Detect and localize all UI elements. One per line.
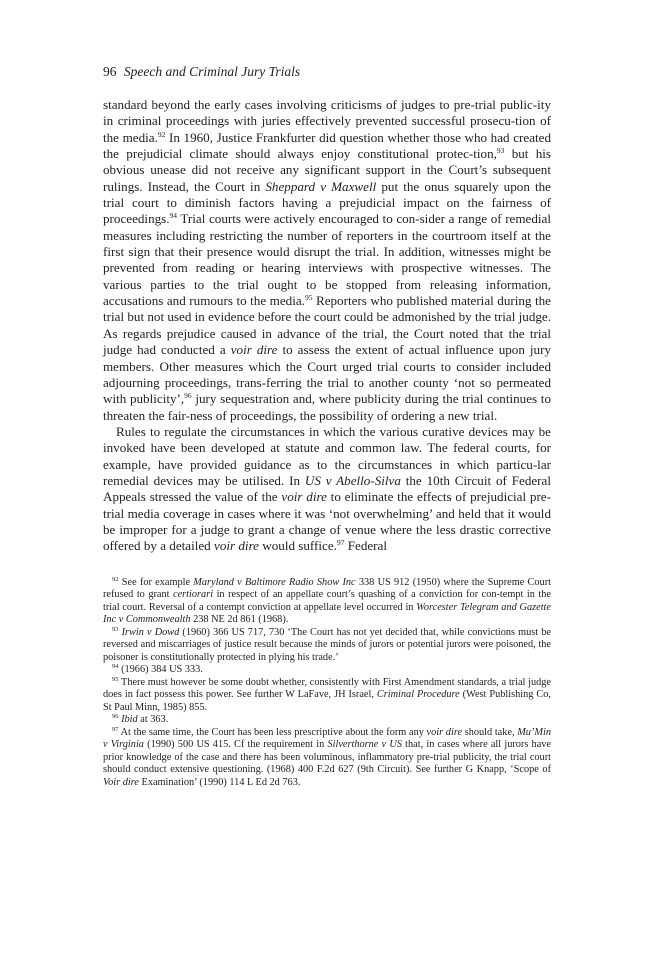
- text-run: 238 NE 2d 861 (1968).: [190, 614, 289, 626]
- text-run: Rules to regulate the circumstances in which the various curative devices may be invoked have been developed at statute and common law. The federal courts, for example, have provided guidance as to the circumstances in which particu-lar remedial devices may be utilised. In: [103, 423, 551, 488]
- footnote-ref: 97: [336, 538, 345, 548]
- italic-text: voir dire: [214, 538, 259, 554]
- text-run: (West Publishing Co, St Paul Minn, 1985) 855.: [103, 689, 551, 713]
- footnote: [103, 577, 551, 627]
- footnote-ref: 96: [184, 391, 192, 401]
- running-header: [103, 64, 551, 80]
- italic-text: Criminal Procedure: [376, 689, 460, 701]
- footnote: [103, 664, 551, 677]
- text-run: at 363.: [137, 714, 169, 726]
- footnotes: [103, 577, 551, 790]
- text-run: jury sequestration and, where publicity during the trial continues to threaten the fair-ness of proceedings, the possibility of ordering a new trial.: [103, 391, 551, 423]
- footnote-ref: 94: [169, 211, 178, 221]
- text-run: should take,: [462, 726, 518, 738]
- italic-text: Worcester Telegram and Gazette Inc v Commonwealth: [103, 601, 551, 626]
- text-run: Trial courts were actively encouraged to con-sider a range of remedial measures including restricting the number of reporters in the courtroom itself at the first sign that their presence would disrupt the trial. In addition, witnesses might be prevented from reading or hearing interviews with prospective witnesses. The various parties to the trial ought to be stopped from releasing information, accusations and rumours to the media.: [103, 211, 551, 309]
- italic-text: voir dire: [426, 726, 463, 738]
- footnote-number: 95: [112, 675, 119, 683]
- text-run: to assess the extent of actual influence upon jury members. Other measures which the Court urged trial courts to consider included adjourning proceedings, trans-ferring the trial to another county ‘not so permeated with publicity’,: [103, 342, 551, 407]
- text-run: (1966) 384 US 333.: [121, 664, 203, 676]
- footnote: [103, 627, 551, 665]
- text-run: Federal: [344, 538, 387, 554]
- running-title: Speech and Criminal Jury Trials: [123, 64, 301, 79]
- paragraph: [103, 97, 551, 424]
- text-run: In 1960, Justice Frankfurter did question whether those who had created the prejudicial climate should always enjoy constitutional protec-tion,: [103, 129, 551, 162]
- footnote-number: 97: [112, 725, 119, 733]
- text-run: (1960) 366 US 717, 730 ‘The Court has not yet decided that, while convictions must be reversed and miscarriages of justice result because the minds of jurors or potential jurors were poisoned, the poisoner is constitutionally protected in plying his trade.’: [103, 626, 551, 663]
- footnote-ref: 92: [157, 129, 166, 139]
- text-run: At the same time, the Court has been less prescriptive about the form any: [120, 726, 427, 738]
- italic-text: Maryland v Baltimore Radio Show Inc: [193, 576, 356, 588]
- text-run: See for example: [121, 576, 194, 588]
- italic-text: Irwin v Dowd: [121, 626, 180, 638]
- footnote: [103, 727, 551, 790]
- text-run: 338 US 912 (1950) where the Supreme Court refused to grant: [103, 576, 551, 601]
- footnote-ref: 95: [304, 293, 313, 303]
- footnote-number: 94: [112, 663, 119, 671]
- footnote-number: 96: [112, 713, 119, 721]
- italic-text: Mu’Min v Virginia: [103, 726, 551, 751]
- italic-text: voir dire: [230, 342, 278, 358]
- italic-text: Voir dire: [103, 776, 139, 788]
- footnote: [103, 714, 551, 727]
- text-run: that, in cases where all jurors have prior knowledge of the case and there has been voluminous, inflammatory pre-trial publicity, the trial court should conduct extensive questioning. (1968) 400 F.2d 627 (9th Circuit). See further G Knapp, ‘Scope of: [103, 739, 551, 776]
- italic-text: certiorari: [173, 589, 214, 601]
- footnote-number: 92: [112, 575, 119, 583]
- text-run: Examination’ (1990) 114 L Ed 2d 763.: [138, 776, 301, 788]
- footnote-number: 93: [112, 625, 119, 633]
- italic-text: US v Abello-Silva: [304, 472, 401, 488]
- text-run: put the onus squarely upon the trial court to diminish factors having a prejudicial impact on the fairness of proceedings.: [103, 178, 551, 227]
- body-text: [103, 97, 551, 555]
- text-run: Reporters who published material during the trial but not used in evidence before the court could be admonished by the trial judge. As regards prejudice caused in advance of the trial, the Court noted that the trial judge had conducted a: [103, 293, 551, 358]
- italic-text: Sheppard v Maxwell: [265, 178, 377, 194]
- text-run: but his obvious unease did not receive any significant support in the Court’s subsequent rulings. Instead, the Court in: [103, 146, 551, 194]
- paragraph: [103, 424, 551, 555]
- text-run: to eliminate the effects of prejudicial pre-trial media coverage in cases where it was ‘not overwhelming’ and held that it would be improper for a judge to grant a change of venue where the less drastic corrective offered by a detailed: [103, 489, 551, 554]
- text-run: standard beyond the early cases involving criticisms of judges to pre-trial public-ity in criminal proceedings with juries effectively prevented successful prosecu-tion of the media.: [103, 97, 551, 145]
- page-number: 96: [103, 64, 117, 79]
- text-run: in respect of an appellate court’s quashing of a conviction for con-tempt in the trial court. Reversal of a contempt conviction at appellate level occurred in: [103, 589, 551, 613]
- italic-text: Ibid: [121, 714, 138, 726]
- text-run: the 10th Circuit of Federal Appeals stressed the value of the: [103, 472, 551, 505]
- footnote-ref: 93: [496, 146, 505, 156]
- text-run: There must however be some doubt whether, consistently with First Amendment standards, a trial judge does in fact possess this power. See further W LaFave, JH Israel,: [103, 676, 551, 701]
- book-page: [103, 64, 551, 789]
- italic-text: voir dire: [281, 489, 327, 505]
- text-run: would suffice.: [259, 538, 337, 554]
- italic-text: Silverthorne v US: [327, 739, 402, 751]
- footnote: [103, 677, 551, 715]
- text-run: (1990) 500 US 415. Cf the requirement in: [143, 739, 328, 751]
